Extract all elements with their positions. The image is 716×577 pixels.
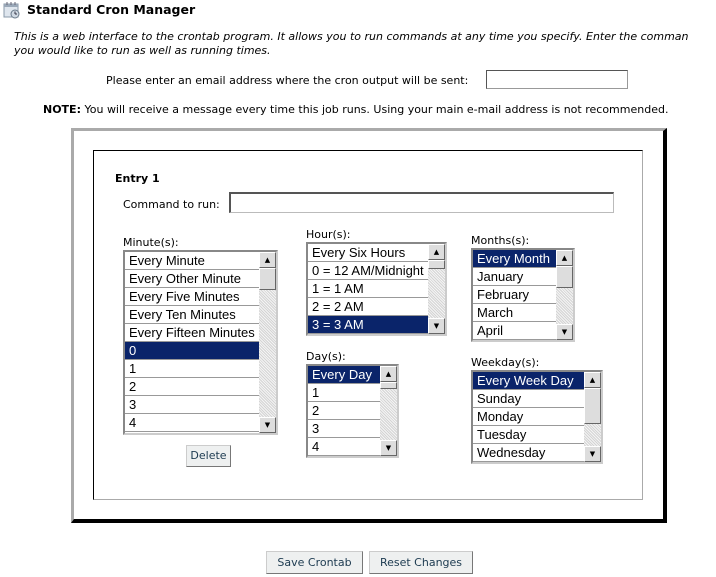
scroll-down-icon[interactable]: ▼ — [556, 324, 573, 340]
list-option[interactable]: 2 — [308, 402, 380, 420]
calendar-clock-icon — [3, 1, 21, 19]
list-option[interactable]: Every Six Hours — [308, 244, 428, 262]
minutes-label: Minute(s): — [123, 236, 179, 249]
weekdays-listbox[interactable] — [471, 370, 603, 464]
command-label: Command to run: — [123, 198, 220, 211]
list-option[interactable]: Wednesday — [473, 444, 584, 462]
list-option[interactable]: 2 — [125, 378, 259, 396]
description-line-2: you would like to run as well as running times. — [14, 44, 271, 57]
note-prefix: NOTE: — [43, 103, 81, 116]
weekdays-label: Weekday(s): — [471, 356, 540, 369]
note-text — [43, 103, 668, 116]
scroll-up-icon[interactable]: ▲ — [259, 252, 276, 268]
hours-scrollbar[interactable] — [428, 244, 445, 334]
scroll-down-icon[interactable]: ▼ — [428, 318, 445, 334]
list-option[interactable]: 3 — [308, 420, 380, 438]
page-title: Standard Cron Manager — [27, 2, 196, 17]
hours-options — [308, 244, 428, 334]
scroll-up-icon[interactable]: ▲ — [380, 366, 397, 382]
list-option[interactable]: Every Five Minutes — [125, 288, 259, 306]
list-option[interactable]: Sunday — [473, 390, 584, 408]
email-label: Please enter an email address where the cron output will be sent: — [106, 74, 469, 87]
months-listbox[interactable] — [471, 248, 575, 342]
entry-title: Entry 1 — [115, 172, 160, 185]
list-option[interactable]: Every Week Day — [473, 372, 584, 390]
scroll-thumb[interactable] — [259, 268, 276, 290]
list-option[interactable]: 3 — [125, 396, 259, 414]
months-scrollbar[interactable] — [556, 250, 573, 340]
email-input[interactable] — [486, 70, 628, 89]
list-option[interactable]: 1 = 1 AM — [308, 280, 428, 298]
description-line-1: This is a web interface to the crontab program. It allows you to run commands at any time you specify. Enter the comman — [14, 30, 689, 43]
scroll-up-icon[interactable]: ▲ — [556, 250, 573, 266]
note-body: You will receive a message every time this job runs. Using your main e-mail address is not recommended. — [80, 103, 669, 116]
list-option[interactable]: 1 — [308, 384, 380, 402]
scroll-thumb[interactable] — [556, 266, 573, 288]
list-option[interactable]: Every Ten Minutes — [125, 306, 259, 324]
list-option[interactable]: 0 — [125, 342, 259, 360]
reset-changes-button[interactable]: Reset Changes — [369, 551, 473, 574]
list-option[interactable]: Every Month — [473, 250, 556, 268]
minutes-options — [125, 252, 259, 433]
list-option[interactable]: Every Day — [308, 366, 380, 384]
list-option[interactable]: 2 = 2 AM — [308, 298, 428, 316]
days-listbox[interactable] — [306, 364, 399, 458]
months-label: Months(s): — [471, 234, 530, 247]
scroll-down-icon[interactable]: ▼ — [584, 446, 601, 462]
list-option[interactable]: 3 = 3 AM — [308, 316, 428, 334]
save-crontab-button[interactable]: Save Crontab — [266, 551, 363, 574]
list-option[interactable]: February — [473, 286, 556, 304]
scroll-thumb[interactable] — [428, 260, 445, 269]
list-option[interactable]: 1 — [125, 360, 259, 378]
scroll-down-icon[interactable]: ▼ — [259, 417, 276, 433]
list-option[interactable]: Monday — [473, 408, 584, 426]
scroll-thumb[interactable] — [380, 382, 397, 389]
days-options — [308, 366, 380, 456]
hours-listbox[interactable] — [306, 242, 447, 336]
hours-label: Hour(s): — [306, 228, 351, 241]
delete-button[interactable]: Delete — [186, 445, 231, 467]
scroll-up-icon[interactable]: ▲ — [428, 244, 445, 260]
minutes-listbox[interactable] — [123, 250, 278, 435]
list-option[interactable]: 4 — [308, 438, 380, 456]
list-option[interactable]: 4 — [125, 414, 259, 432]
list-option[interactable]: 0 = 12 AM/Midnight — [308, 262, 428, 280]
command-input[interactable] — [229, 192, 614, 213]
list-option[interactable]: January — [473, 268, 556, 286]
weekdays-options — [473, 372, 584, 462]
scroll-thumb[interactable] — [584, 388, 601, 424]
list-option[interactable]: Tuesday — [473, 426, 584, 444]
list-option[interactable]: Every Fifteen Minutes — [125, 324, 259, 342]
scroll-down-icon[interactable]: ▼ — [380, 440, 397, 456]
scroll-up-icon[interactable]: ▲ — [584, 372, 601, 388]
minutes-scrollbar[interactable] — [259, 252, 276, 433]
days-scrollbar[interactable] — [380, 366, 397, 456]
list-option[interactable]: April — [473, 322, 556, 340]
list-option[interactable]: March — [473, 304, 556, 322]
list-option[interactable]: Every Minute — [125, 252, 259, 270]
list-option[interactable]: Every Other Minute — [125, 270, 259, 288]
days-label: Day(s): — [306, 350, 346, 363]
months-options — [473, 250, 556, 340]
weekdays-scrollbar[interactable] — [584, 372, 601, 462]
